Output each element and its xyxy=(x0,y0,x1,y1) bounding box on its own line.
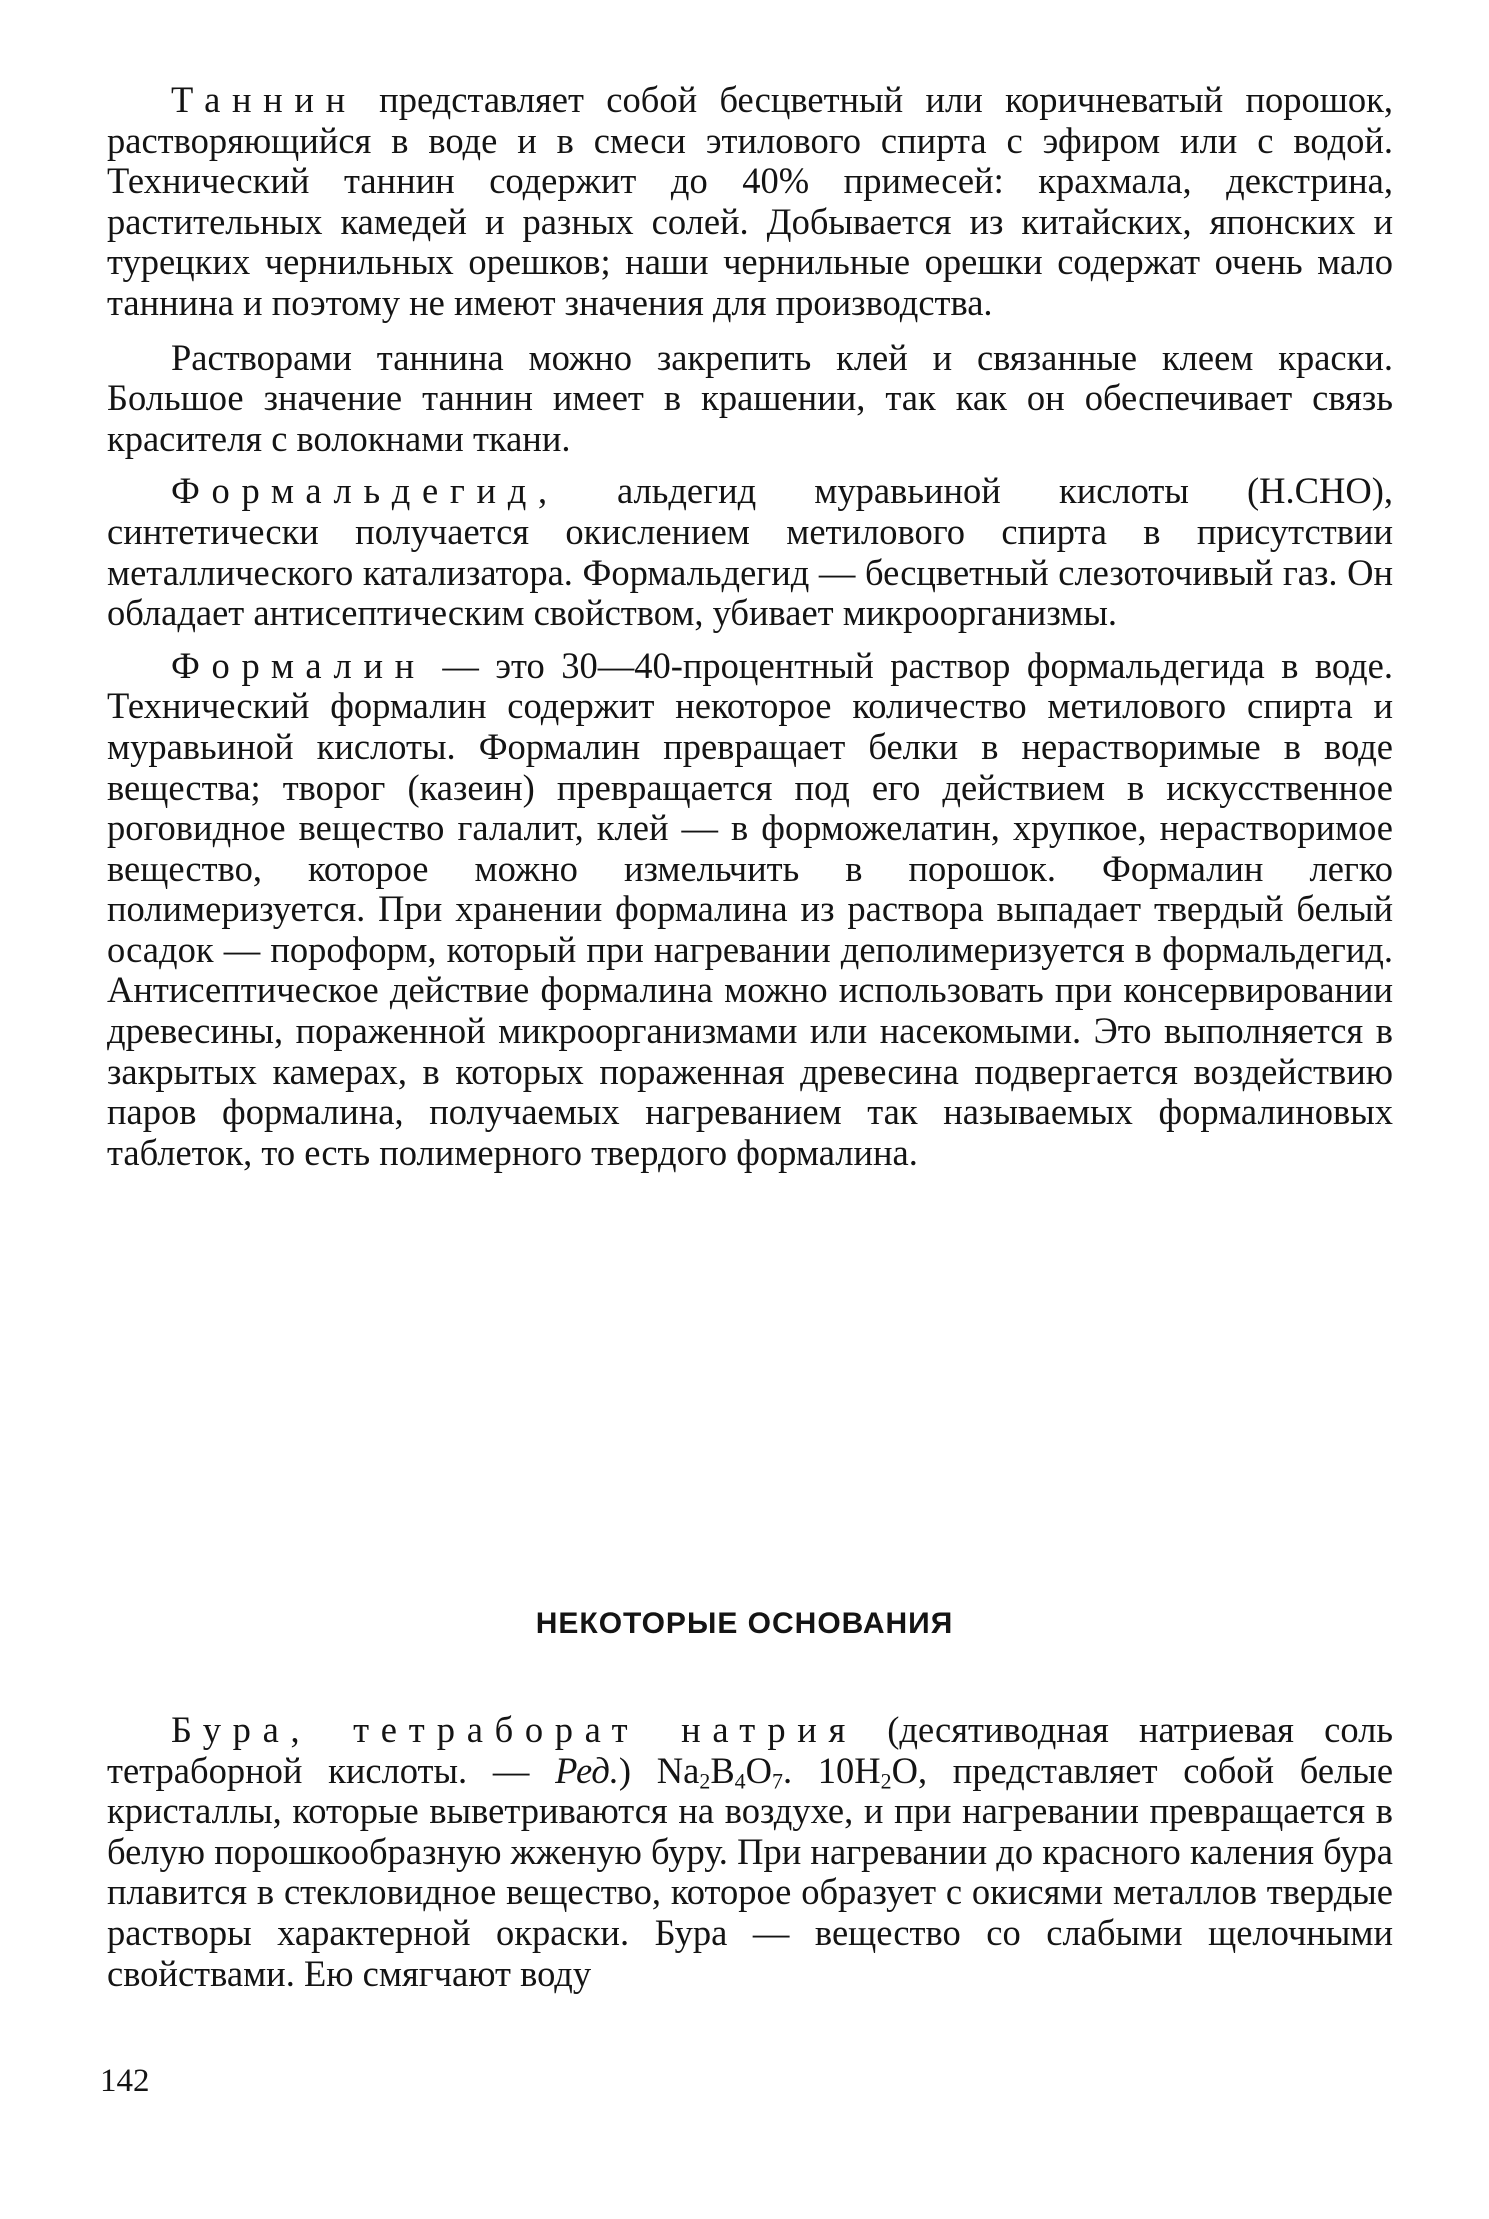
paragraph-formalin-text: — это 30—40-процентный раствор формальдегида в воде. Технический формалин содержит некоторое количество метилового спирта и муравьиной кислоты. Формалин превращает белки в нерастворимые в воде вещества; творог (казеин) превращается под его действием в искусственное роговидное вещество галалит, клей — в форможелатин, хрупкое, нерастворимое вещество, которое можно измельчить в порошок. Формалин легко полимеризуется. При хранении формалина из раствора выпадает твердый белый осадок — пороформ, который при нагревании деполимеризуется в формальдегид. Антисептическое действие формалина можно использовать при консервировании древесины, пораженной микроорганизмами или насекомыми. Это выполняется в закрытых камерах, в которых пораженная древесина подвергается воздействию паров формалина, получаемых нагреванием так называемых формалиновых таблеток, то есть полимерного твердого формалина. xyxy=(107,644,1393,1173)
formula-subscript: 7 xyxy=(771,1768,783,1794)
formula-part: O xyxy=(745,1749,772,1791)
editor-note: Ред. xyxy=(555,1749,619,1791)
paragraph-tannin xyxy=(107,80,1393,324)
bottom-text-block xyxy=(107,1710,1393,1994)
top-text-block xyxy=(107,80,1393,1173)
section-heading: НЕКОТОРЫЕ ОСНОВАНИЯ xyxy=(535,1607,954,1640)
paragraph-formaldehyde-text: альдегид муравьиной кислоты (Н.СНО), синтетически получается окислением метилового спирта в присутствии металлического катализатора. Формальдегид — бесцветный слезоточивый газ. Он обладает антисептическим свойством, убивает микроорганизмы. xyxy=(107,470,1393,634)
paragraph-borax xyxy=(107,1710,1393,1994)
paragraph-formaldehyde xyxy=(107,471,1393,633)
formula-subscript: 2 xyxy=(880,1768,892,1794)
paragraph-borax-text: , представляет собой белые кристаллы, которые выветриваются на воздухе, и при нагревании превращается в белую порошкообразную жженую буру. При нагревании до красного каления бура плавится в стекловидное вещество, которое образует с окисями металлов твердые растворы характерной окраски. Бура — вещество со слабыми щелочными свойствами. Ею смягчают воду xyxy=(107,1749,1394,1994)
formula-subscript: 4 xyxy=(734,1768,746,1794)
formula-subscript: 2 xyxy=(699,1768,711,1794)
formula-part: B xyxy=(710,1749,735,1791)
paragraph-formalin xyxy=(107,646,1393,1174)
term-borax: Бура, тетраборат натрия xyxy=(171,1709,857,1750)
term-tannin: Таннин xyxy=(171,79,357,120)
borax-intro: (десятиводная натриевая соль тетраборной кислоты. — xyxy=(107,1709,1393,1791)
paragraph-tannin-text: представляет собой бесцветный или коричневатый порошок, растворяющийся в воде и в смеси этилового спирта с эфиром или с водой. Технический таннин содержит до 40% примесей: крахмала, декстрина, растительных камедей и разных солей. Добывается из китайских, японских и турецких чернильных орешков; наши чернильные орешки содержат очень мало таннина и поэтому не имеют значения для производства. xyxy=(107,79,1393,323)
term-formalin: Формалин xyxy=(171,644,426,686)
formula-part: H xyxy=(854,1749,881,1791)
page-number: 142 xyxy=(100,2063,150,2099)
paragraph-tannin-use: Растворами таннина можно закрепить клей и связанные клеем краски. Большое значение таннин имеет в крашении, так как он обеспечивает связь красителя с волокнами ткани. xyxy=(107,336,1393,459)
formula-part: ) Na xyxy=(618,1749,700,1791)
formula-part: O xyxy=(891,1749,918,1791)
term-formaldehyde: Формальдегид, xyxy=(171,470,559,512)
formula-part: . 10 xyxy=(782,1749,855,1791)
